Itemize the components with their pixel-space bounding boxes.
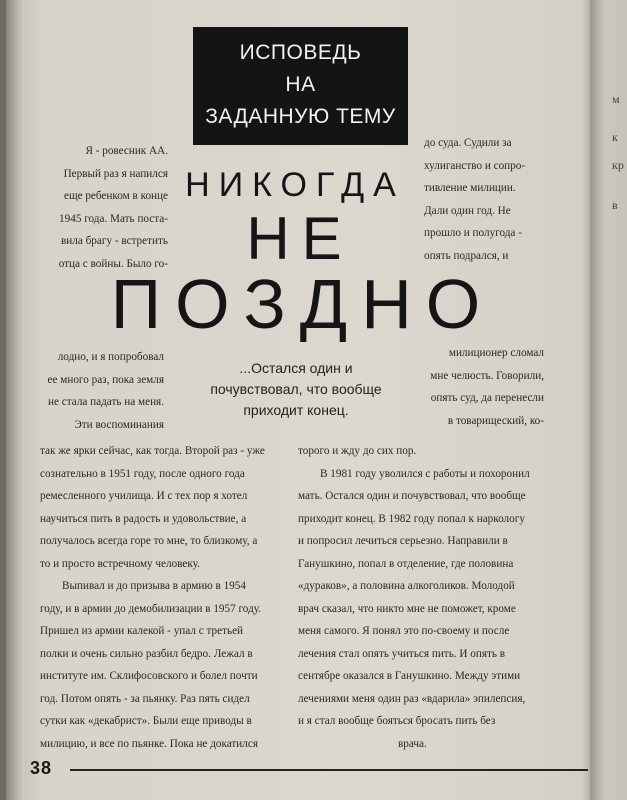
- text-line: опять суд, да перенесли: [430, 392, 544, 404]
- text-line: Пришел из армии калекой - упал с третьей: [40, 625, 244, 637]
- text-column-right-mid: [420, 342, 544, 432]
- headline-word: НЕ: [246, 205, 354, 272]
- page-number: 38: [30, 758, 53, 778]
- text-line: Я - ровесник АА.: [85, 145, 168, 157]
- text-line: сознательно в 1951 году, после одного года: [40, 467, 245, 480]
- text-line: Дали один год. Не: [424, 204, 511, 217]
- facing-page-fragment: кр: [612, 158, 624, 172]
- pull-quote-line: ...Остался один и: [239, 360, 353, 376]
- facing-page-fragment: в: [612, 198, 618, 212]
- text-line: лечениями меня один раз «вдарила» эпилепсия,: [298, 692, 526, 705]
- headline-word: НИКОГДА: [185, 166, 405, 204]
- text-line: до суда. Судили за: [424, 137, 512, 149]
- page-edge: [6, 0, 24, 800]
- text-line: научиться пить в радость и удовольствие, а: [40, 512, 247, 525]
- text-line: мне челюсть. Говорили,: [430, 369, 544, 382]
- facing-page: [590, 0, 627, 800]
- text-line: году, и в армии до демобилизации в 1957 году.: [40, 602, 262, 615]
- facing-page-fragment: к: [612, 130, 618, 144]
- page-footer: [30, 758, 590, 782]
- text-line: еще ребенком в конце: [63, 190, 168, 202]
- text-line: милицию, и все по пьянке. Пока не докатился: [40, 737, 258, 750]
- text-column-right-bottom: [298, 440, 548, 755]
- text-line: врач сказал, что никто мне не поможет, кроме: [298, 602, 516, 615]
- text-line: ее много раз, пока земля: [47, 373, 164, 386]
- pull-quote-line: приходит конец.: [243, 402, 349, 418]
- text-line: лодно, и я попробовал: [57, 351, 164, 363]
- text-line: не стала падать на меня.: [48, 396, 164, 408]
- text-line: ремесленного училища. И с тех пор я хотел: [40, 490, 248, 502]
- text-column-right-top: [424, 132, 554, 267]
- text-line: в товарищеский, ко-: [447, 414, 544, 427]
- text-column-left-top: [40, 140, 168, 275]
- text-line: Ганушкино, попал в отделение, где половина: [298, 557, 514, 570]
- text-line: так же ярки сейчас, как тогда. Второй раз - уже: [40, 445, 265, 457]
- text-line: и я стал вообще бояться бросать пить без: [298, 715, 496, 727]
- text-line: опять подрался, и: [424, 249, 509, 262]
- text-line: мать. Остался один и почувствовал, что вообще: [298, 490, 526, 502]
- section-title-line: ЗАДАННУЮ ТЕМУ: [205, 105, 396, 128]
- headline-word: ПОЗДНО: [110, 265, 495, 343]
- pull-quote: [196, 358, 396, 421]
- text-line: тивление милиции.: [424, 182, 516, 194]
- section-title-line: НА: [285, 73, 316, 96]
- pull-quote-line: почувствовал, что вообще: [210, 381, 382, 397]
- text-line: «дураков», а половина алкоголиков. Молодой: [298, 580, 515, 592]
- text-line: торого и жду до сих пор.: [298, 445, 417, 457]
- section-title-box: [193, 27, 408, 145]
- text-line: Первый раз я напился: [63, 167, 168, 180]
- text-line: вила брагу - встретить: [60, 235, 168, 247]
- text-line: врача.: [398, 737, 427, 750]
- text-line: отца с войны. Было го-: [58, 257, 168, 270]
- text-line: год. Потом опять - за пьянку. Раз пять сидел: [40, 692, 250, 705]
- facing-page-fragment: м: [612, 92, 620, 106]
- footer-rule: [70, 769, 588, 771]
- text-line: 1945 года. Мать поста-: [59, 212, 168, 225]
- text-column-left-mid: [40, 346, 164, 436]
- section-title-line: ИСПОВЕДЬ: [239, 41, 362, 64]
- text-line: сентябре оказался в Ганушкино. Между этими: [298, 670, 521, 682]
- text-line: приходит конец. В 1982 году попал к наркологу: [298, 512, 525, 525]
- text-line: хулиганство и сопро-: [424, 159, 526, 172]
- text-line: Эти воспоминания: [74, 418, 164, 431]
- text-line: и попросил лечиться серьезно. Направили в: [298, 535, 508, 547]
- text-line: лечения стал опять учиться пить. И опять в: [298, 647, 506, 660]
- text-line: то и просто встречному человеку.: [40, 557, 200, 570]
- text-column-left-bottom: [40, 440, 278, 755]
- text-line: милиционер сломал: [448, 347, 544, 359]
- text-line: полки и очень сильно разбил бедро. Лежал в: [40, 647, 253, 660]
- text-line: Выпивал и до призыва в армию в 1954: [62, 580, 246, 592]
- text-line: В 1981 году уволился с работы и похоронил: [320, 467, 530, 480]
- text-line: получалось всегда горе то мне, то близкому, а: [40, 535, 258, 547]
- text-line: меня самого. Я понял это по-своему и после: [298, 625, 510, 637]
- text-line: прошло и полугода -: [424, 227, 522, 239]
- text-line: институте им. Склифосовского и болел почти: [40, 670, 258, 682]
- text-line: сутки как «декабрист». Были еще приводы в: [40, 715, 252, 727]
